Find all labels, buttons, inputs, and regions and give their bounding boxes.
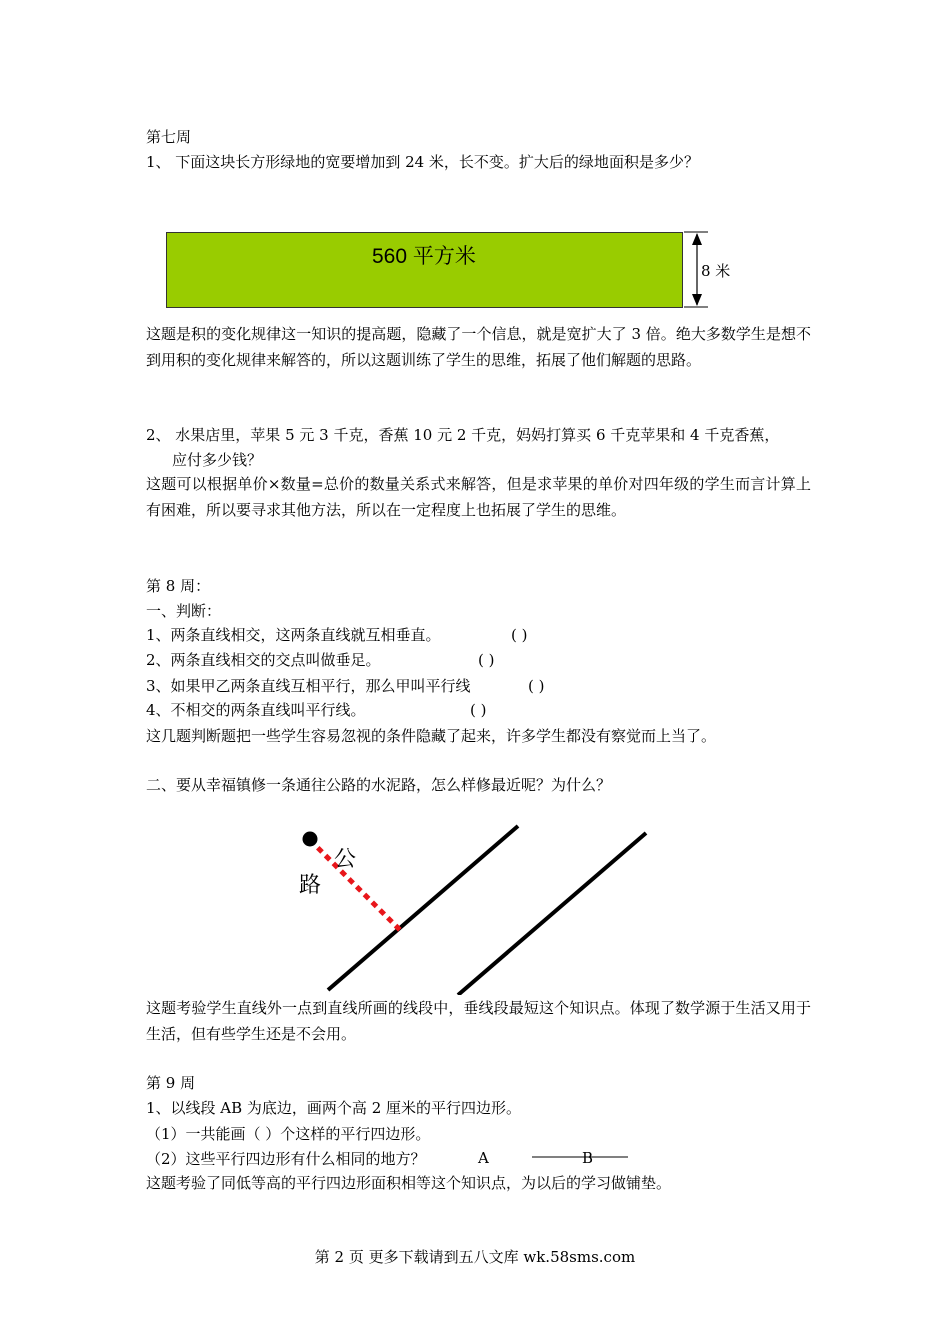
judgment-answer-2[interactable]: ( ) [478,651,495,669]
road-question: 二、要从幸福镇修一条通往公路的水泥路，怎么样修最近呢？为什么？ [146,776,612,794]
road-label-bottom: 路 [299,873,322,898]
week9-heading: 第 9 周 [146,1074,196,1092]
week9-question-1: 1、以线段 AB 为底边，画两个高 2 厘米的平行四边形。 [146,1099,522,1117]
week7-question-2-comment: 这题可以根据单价×数量=总价的数量关系式来解答，但是求苹果的单价对四年级的学生而言计算上有困难，所以要寻求其他方法，所以在一定程度上也拓展了学生的思维。 [146,475,811,519]
judgment-answer-4[interactable]: ( ) [470,701,487,719]
judgment-item-3: 3、如果甲乙两条直线互相平行，那么甲叫平行线 [146,677,471,695]
week7-question-2: 2、 水果店里，苹果 5 元 3 千克，香蕉 10 元 2 千克，妈妈打算买 6 千克苹果和 4 千克香蕉， [146,426,780,444]
week8-heading: 第 8 周： [146,577,211,595]
town-point [303,832,318,847]
week7-question-1: 1、 下面这块长方形绿地的宽要增加到 24 米，长不变。扩大后的绿地面积是多少？ [146,153,699,171]
judgment-item-4: 4、不相交的两条直线叫平行线。 [146,701,366,719]
segment-ab [530,1150,630,1164]
week9-comment: 这题考验了同低等高的平行四边形面积相等这个知识点，为以后的学习做铺垫。 [146,1174,672,1192]
road-question-comment: 这题考验学生直线外一点到直线所画的线段中，垂线段最短这个知识点。体现了数学源于生活又用于生活，但有些学生还是不会用。 [146,999,811,1043]
road-line-2 [458,833,646,995]
week9-sub-question-2: （2）这些平行四边形有什么相同的地方？ [146,1150,426,1168]
week7-question-2-continued: 应付多少钱？ [172,451,263,469]
judgment-item-2: 2、两条直线相交的交点叫做垂足。 [146,651,381,669]
week9-sub-question-1: （1）一共能画（ ）个这样的平行四边形。 [146,1125,431,1143]
point-b-label: B [582,1149,594,1167]
road-label-top: 公 [334,847,357,872]
week7-question-1-comment: 这题是积的变化规律这一知识的提高题，隐藏了一个信息，就是宽扩大了 3 倍。绝大多数学生是想不到用积的变化规律来解答的，所以这题训练了学生的思维，拓展了他们解题的思路。 [146,325,811,369]
judgment-comment: 这几题判断题把一些学生容易忽视的条件隐藏了起来，许多学生都没有察觉而上当了。 [146,727,717,745]
judgment-answer-3[interactable]: ( ) [528,677,545,695]
week7-heading: 第七周 [146,128,192,146]
point-a-label: A [478,1149,489,1167]
page-footer: 第 2 页 更多下载请到五八文库 wk.58sms.com [314,1248,636,1266]
judgment-section-title: 一、判断： [146,602,222,620]
judgment-item-1: 1、两条直线相交，这两条直线就互相垂直。 [146,626,441,644]
width-label: 8 米 [701,262,731,280]
area-label: 560 平方米 [372,245,476,268]
judgment-answer-1[interactable]: ( ) [511,626,528,644]
